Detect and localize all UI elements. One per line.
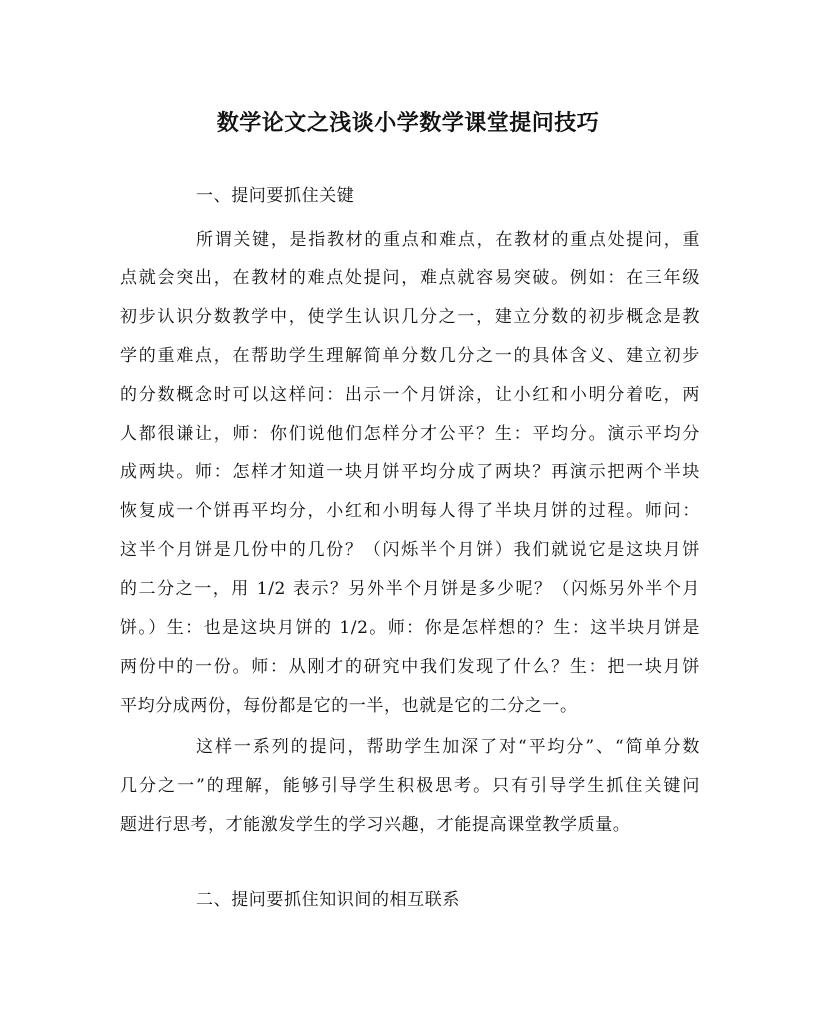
paragraph-line: 点就会突出，在教材的难点处提问，难点就容易突破。例如：在三年级 bbox=[120, 268, 700, 288]
paragraph-line: 两份中的一份。师：从刚才的研究中我们发现了什么？生：把一块月饼 bbox=[120, 657, 700, 677]
paragraph-line: 学的重难点，在帮助学生理解简单分数几分之一的具体含义、建立初步 bbox=[120, 346, 700, 366]
paragraph-line: 这样一系列的提问，帮助学生加深了对“平均分”、“简单分数 bbox=[196, 737, 700, 757]
paragraph-line: 成两块。师：怎样才知道一块月饼平均分成了两块？再演示把两个半块 bbox=[120, 462, 700, 482]
paragraph-line: 人都很谦让，师：你们说他们怎样分才公平？生：平均分。演示平均分 bbox=[120, 424, 700, 444]
section-heading-1: 一、提问要抓住关键 bbox=[196, 186, 355, 206]
paragraph-line: 所谓关键，是指教材的重点和难点，在教材的重点处提问，重 bbox=[196, 230, 700, 250]
paragraph-line: 初步认识分数教学中，使学生认识几分之一，建立分数的初步概念是教 bbox=[120, 307, 700, 327]
paragraph-line: 的分数概念时可以这样问：出示一个月饼涂，让小红和小明分着吃，两 bbox=[120, 385, 700, 405]
paragraph-line: 饼。）生：也是这块月饼的 1/2。师：你是怎样想的？生：这半块月饼是 bbox=[120, 618, 700, 638]
paragraph-line: 题进行思考，才能激发学生的学习兴趣，才能提高课堂教学质量。 bbox=[120, 815, 631, 835]
paragraph-line: 这半个月饼是几份中的几份？（闪烁半个月饼）我们就说它是这块月饼 bbox=[120, 540, 700, 560]
paragraph-line: 几分之一”的理解，能够引导学生积极思考。只有引导学生抓住关键问 bbox=[120, 776, 700, 796]
paragraph-line: 平均分成两份，每份都是它的一半，也就是它的二分之一。 bbox=[120, 696, 578, 716]
section-heading-2: 二、提问要抓住知识间的相互联系 bbox=[196, 890, 460, 910]
document-title: 数学论文之浅谈小学数学课堂提问技巧 bbox=[216, 110, 600, 136]
paragraph-line: 恢复成一个饼再平均分，小红和小明每人得了半块月饼的过程。师问： bbox=[120, 501, 700, 521]
paragraph-line: 的二分之一，用 1/2 表示？另外半个月饼是多少呢？（闪烁另外半个月 bbox=[120, 579, 700, 599]
